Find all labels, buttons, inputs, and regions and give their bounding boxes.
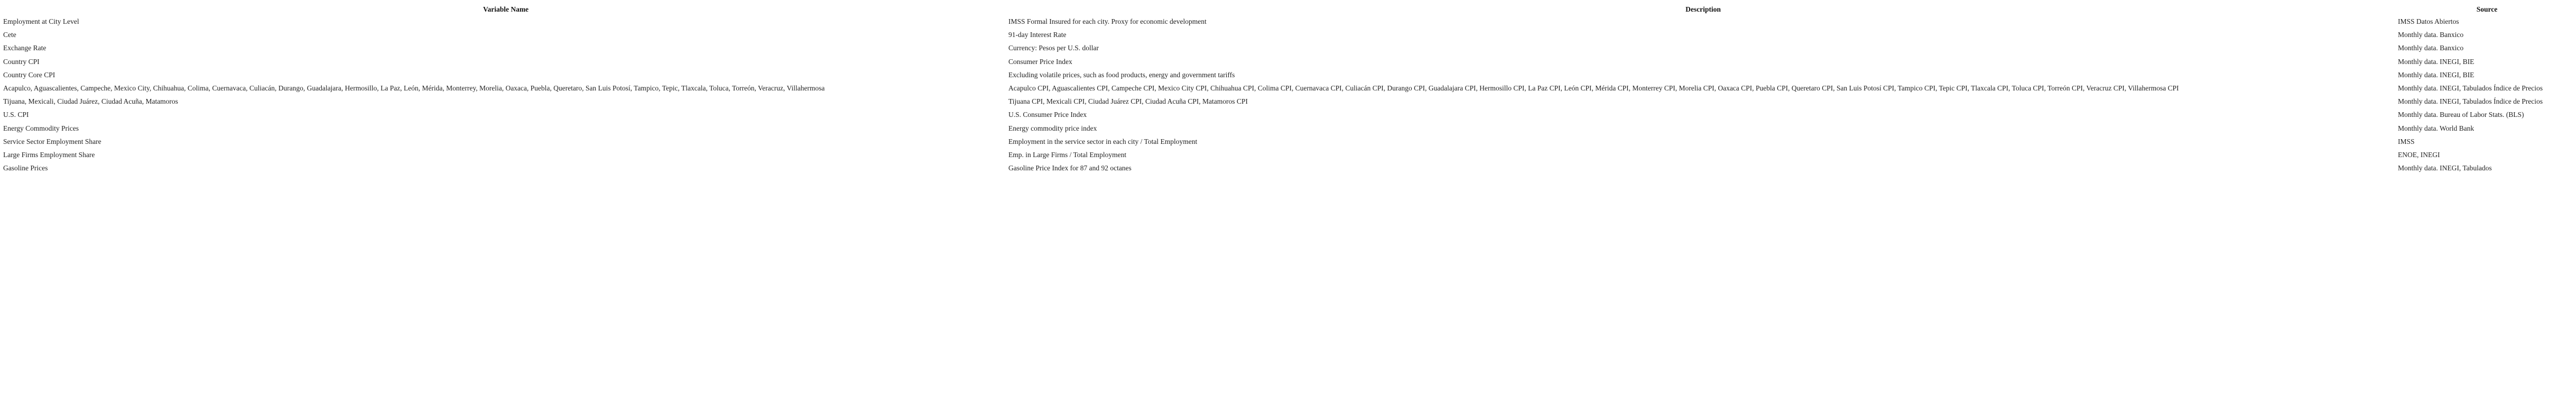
cell-source: ENOE, INEGI <box>2398 151 2440 159</box>
table-row <box>3 41 2576 54</box>
cell-variable-name: Exchange Rate <box>3 44 47 52</box>
cell-description: Currency: Pesos per U.S. dollar <box>1008 44 1099 52</box>
cell-source: Monthly data. World Bank <box>2398 124 2475 132</box>
cell-variable-name: Service Sector Employment Share <box>3 137 101 145</box>
cell-source: Monthly data. INEGI, Tabulados Índice de Precios <box>2398 84 2543 93</box>
cell-description: Excluding volatile prices, such as food products, energy and government tariffs <box>1008 70 1235 79</box>
header-variable-name: Variable Name <box>483 5 529 13</box>
cell-variable-name: Energy Commodity Prices <box>3 124 79 132</box>
table-header <box>3 4 2576 15</box>
cell-variable-name: Cete <box>3 31 16 39</box>
table-row <box>3 28 2576 41</box>
cell-description: U.S. Consumer Price Index <box>1008 111 1087 119</box>
table-row <box>3 55 2576 68</box>
header-description: Description <box>1685 5 1721 13</box>
cell-description: Energy commodity price index <box>1008 124 1097 132</box>
cell-source: Monthly data. Banxico <box>2398 44 2464 52</box>
table-row <box>3 81 2576 95</box>
cell-description: Employment in the service sector in each city / Total Employment <box>1008 137 1198 145</box>
cell-variable-name: Employment at City Level <box>3 17 79 25</box>
cell-source: Monthly data. INEGI, BIE <box>2398 57 2475 66</box>
table-row <box>3 68 2576 81</box>
cell-description: Emp. in Large Firms / Total Employment <box>1008 151 1127 159</box>
cell-variable-name: Country Core CPI <box>3 70 55 79</box>
cell-variable-name: Large Firms Employment Share <box>3 151 95 159</box>
cell-source: Monthly data. Banxico <box>2398 31 2464 39</box>
cell-variable-name: Country CPI <box>3 57 40 66</box>
cell-description: Gasoline Price Index for 87 and 92 octanes <box>1008 164 1132 172</box>
header-source: Source <box>2476 5 2498 13</box>
cell-description: IMSS Formal Insured for each city. Proxy for economic development <box>1008 17 1207 25</box>
variables-table <box>3 4 2576 175</box>
cell-source: Monthly data. INEGI, Tabulados <box>2398 164 2492 172</box>
cell-variable-name: Gasoline Prices <box>3 164 48 172</box>
table-row <box>3 161 2576 175</box>
cell-source: Monthly data. INEGI, BIE <box>2398 70 2475 79</box>
cell-variable-name: U.S. CPI <box>3 111 29 119</box>
table-row <box>3 95 2576 108</box>
cell-variable-name: Tijuana, Mexicali, Ciudad Juárez, Ciudad Acuña, Matamoros <box>3 97 178 106</box>
cell-description: Tijuana CPI, Mexicali CPI, Ciudad Juárez CPI, Ciudad Acuña CPI, Matamoros CPI <box>1008 97 1248 106</box>
cell-source: IMSS Datos Abiertos <box>2398 17 2459 25</box>
cell-description: 91-day Interest Rate <box>1008 31 1067 39</box>
cell-description: Acapulco CPI, Aguascalientes CPI, Campeche CPI, Mexico City CPI, Chihuahua CPI, Colima CPI, Cuernavaca CPI, Culiacán CPI, Durango CPI, Guadalajara CPI, Hermosillo CPI, La Paz CPI, León CPI, Mérida CPI, Monterrey CPI, Morelia CPI, Oaxaca CPI, Puebla CPI, Queretaro CPI, San Luis Potosí CPI, Tampico CPI, Tepic CPI, Tlaxcala CPI, Toluca CPI, Torreón CPI, Veracruz CPI, Villahermosa CPI <box>1008 84 2179 93</box>
table-row <box>3 122 2576 135</box>
table-row <box>3 108 2576 121</box>
table-body <box>3 15 2576 175</box>
table-row <box>3 148 2576 161</box>
cell-variable-name: Acapulco, Aguascalientes, Campeche, Mexico City, Chihuahua, Colima, Cuernavaca, Culiacán, Durango, Guadalajara, Hermosillo, La Paz, León, Mérida, Monterrey, Morelia, Oaxaca, Puebla, Queretaro, San Luis Potosí, Tampico, Tepic, Tlaxcala, Toluca, Torreón, Veracruz, Villahermosa <box>3 84 825 93</box>
cell-source: Monthly data. Bureau of Labor Stats. (BLS) <box>2398 111 2524 119</box>
table-row <box>3 15 2576 28</box>
cell-description: Consumer Price Index <box>1008 57 1072 66</box>
cell-source: IMSS <box>2398 137 2415 145</box>
cell-source: Monthly data. INEGI, Tabulados Índice de Precios <box>2398 97 2543 106</box>
header-row <box>3 4 2576 15</box>
table-row <box>3 135 2576 148</box>
